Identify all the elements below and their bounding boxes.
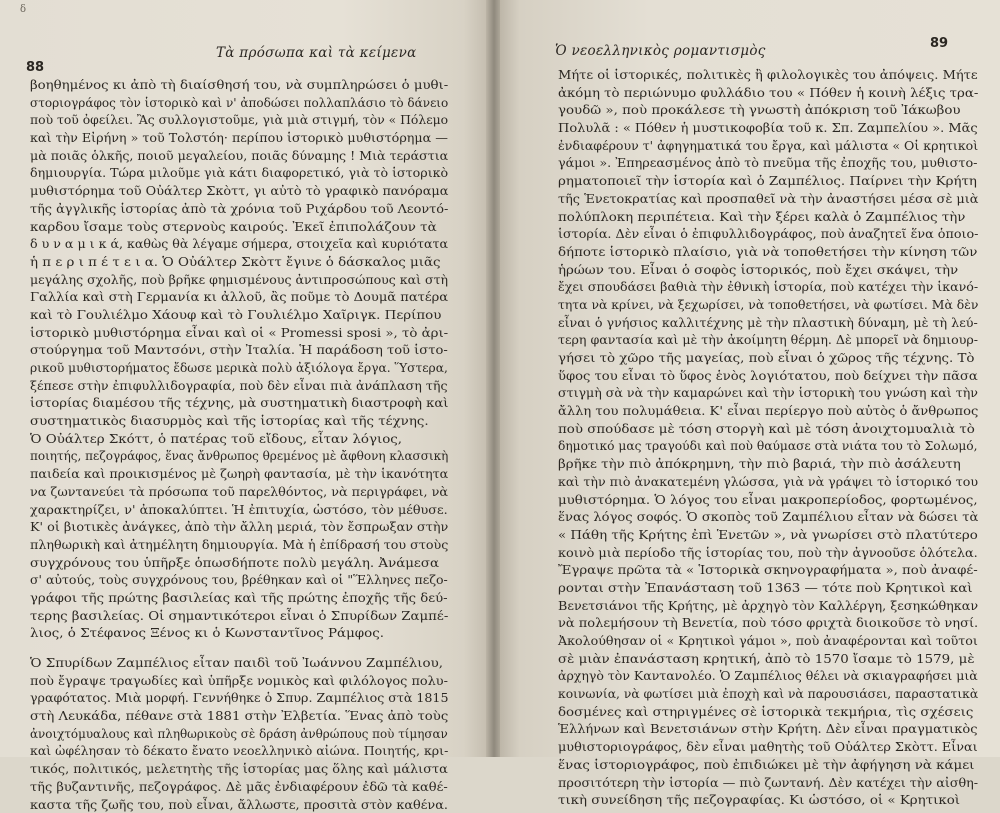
text-line: μεγάλης σχολῆς, ποὺ βρῆκε φημισμένους ἀντιπροσώπους καὶ στὴ <box>30 271 470 289</box>
text-line: ἐνδιαφέρουν τ' ἀφηγηματικά του ἔργα, καὶ μάλιστα « Οἱ κρητικοὶ <box>558 137 989 155</box>
text-line: τῆς βυζαντινῆς, πεζογράφος. Δὲ μᾶς ἐνδιαφέρουν ἐδῶ τὰ καθέ- <box>30 778 485 796</box>
text-line: καὶ τὴν Εἰρήνη » τοῦ Τολστόη· περίπου ἱστορικὸ μυθιστόρημα — <box>30 129 475 147</box>
text-line: ἄλλη του πολυμάθεια. Κ' εἶναι περίεργο ποὺ αὐτὸς ὁ ἄνθρωπος <box>558 402 1000 420</box>
text-line: νὰ πολεμήσουν τὴ Βενετία, ποὺ τόσο φριχτὰ διοικοῦσε τὸ νησί. <box>558 614 1000 632</box>
text-line: τῆς ἀγγλικῆς ἱστορίας ἀπὸ τὰ χρόνια τοῦ Ριχάρδου τοῦ Λεοντό- <box>30 200 481 218</box>
marginal-mark: δ <box>20 4 26 15</box>
text-line: συγχρόνους του ὑπῆρξε ὁπωσδήποτε πολὺ μεγάλη. Ἀνάμεσα <box>30 554 500 572</box>
text-line: εἶναι ὁ γνήσιος καλλιτέχνης μὲ τὴν πλαστικὴ δύναμη, μὲ τὴ λεύ- <box>558 314 994 332</box>
text-line: βρῆκε τὴν πιὸ ἀπόκρημνη, τὴν πιὸ βαριά, τὴν πιὸ ἀσάλευτη <box>558 455 1000 473</box>
right-page <box>500 0 1000 757</box>
text-line: να ζωντανεύει τὰ πρόσωπα τοῦ παρελθόντος, νὰ περιγράφει, νὰ <box>30 483 478 501</box>
text-line: Γαλλία καὶ στὴ Γερμανία κι ἀλλοῦ, ἂς ποῦμε τὸ Δουμᾶ πατέρα <box>30 288 488 306</box>
text-line: ἱστορικὸ μυθιστόρημα εἶναι καὶ οἱ « Promessi sposi », τὸ ἀρι- <box>30 324 497 342</box>
text-line: δήποτε ἱστορικὸ πλαίσιο, γιὰ νὰ τοποθετήσει τὴν κίνηση τῶν <box>558 243 1000 261</box>
text-line: δ υ ν α μ ι κ ά, καθὼς θὰ λέγαμε σήμερα, στοιχεῖα καὶ κυριότατα <box>30 235 472 253</box>
text-line: δημιουργία. Τώρα μιλοῦμε γιὰ κάτι διαφορετικό, γιὰ τὸ ἱστορικὸ <box>30 164 473 182</box>
text-line: ποιητής, πεζογράφος, ἕνας ἄνθρωπος θρεμένος μὲ ἄφθονη κλασσικὴ <box>30 447 451 465</box>
text-line: ἕνας ἱστοριογράφος, ποὺ ἐπιδιώκει μὲ τὴν ἀφήγηση νὰ κάμει <box>558 756 1000 774</box>
text-line: ποὺ ἔγραψε τραγωδίες καὶ ὑπῆρξε νομικὸς καὶ φιλόλογος πολυ- <box>30 672 481 690</box>
page-text-column <box>30 76 465 813</box>
text-line: τῆς Ἑνετοκρατίας καὶ προσπαθεῖ νὰ τὴν ἀναστήσει μέσα σὲ μιὰ <box>558 190 999 208</box>
text-line: παιδεία καὶ προικισμένος μὲ ζωηρὴ φαντασία, μὲ τὴν ἱκανότητα <box>30 465 476 483</box>
text-line: Πολυλᾶ : « Πόθεν ἡ μυστικοφοβία τοῦ κ. Σπ. Ζαμπελίου ». Μᾶς <box>558 119 1000 137</box>
text-line: ρονται στὴν Ἐπανάσταση τοῦ 1363 — τότε ποὺ Κρητικοὶ καὶ <box>558 579 1000 597</box>
text-line: τητα νὰ κρίνει, νὰ ξεχωρίσει, νὰ τοποθετήσει, νὰ φωτίσει. Μὰ δὲν <box>558 296 984 314</box>
text-line: μὰ ποιᾶς ὁλκῆς, ποιοῦ μεγαλείου, ποιᾶς δύναμης ! Μιὰ τεράστια <box>30 147 473 165</box>
text-line: « Πάθη τῆς Κρήτης ἐπὶ Ἑνετῶν », νὰ γνωρίσει στὸ πλατύτερο <box>558 526 1000 544</box>
text-line: ρικοῦ μυθιστορήματος ἔδωσε μερικὰ πολὺ ἀξιόλογα ἔργα. Ὕστερα, <box>30 359 458 377</box>
page-number: 89 <box>930 36 948 51</box>
text-line: ἀνοιχτόμυαλους καὶ πληθωρικοὺς σὲ δράση ἀνθρώπους ποὺ τίμησαν <box>30 725 448 743</box>
text-line: τερη φαντασία καὶ μὲ τὴν ἀκοίμητη θέρμη. Δὲ μπορεῖ νὰ δημιουρ- <box>558 331 991 349</box>
running-head: Ὁ νεοελληνικὸς ρομαντισμὸς <box>555 43 766 59</box>
text-line: ξέπεσε στὴν ἐπιφυλλιδογραφία, ποὺ δὲν εἶναι πιὰ ἀνάπλαση τῆς <box>30 377 474 395</box>
text-line: μυθιστόρημα τοῦ Οὐάλτερ Σκὸττ, γι αὐτὸ τὸ γραφικὸ πανόραμα <box>30 182 481 200</box>
text-line: ἱστορία. Δὲν εἶναι ὁ ἐπιφυλλιδογράφος, ποὺ ἀναζητεῖ ἕνα ὁποιο- <box>558 225 995 243</box>
text-line: πληθωρικὴ καὶ ἀτημέλητη δημιουργία. Μὰ ἡ ἐπίδρασή του στοὺς <box>30 536 475 554</box>
text-line: μυθιστόρημα. Ὁ λόγος του εἶναι μακροπερίοδος, φορτωμένος, <box>558 491 1000 509</box>
text-line: χαρακτηρίζει, ν' ἀποκαλύπτει. Ἡ ἐπιτυχία, ὡστόσο, τὸν μέθυσε. <box>30 501 478 519</box>
text-line: Μήτε οἱ ἱστορικές, πολιτικὲς ἢ φιλολογικὲς του ἀπόψεις. Μήτε <box>558 66 1000 84</box>
text-line: στούργημα τοῦ Μαντσόνι, στὴν Ἰταλία. Ἡ παράδοση τοῦ ἱστο- <box>30 341 489 359</box>
text-line: προσιτότερη τὴν ἱστορία — πιὸ ζωντανή. Δὲν κατέχει τὴν αἰσθη- <box>558 774 995 792</box>
text-line: στὴ Λευκάδα, πέθανε στὰ 1881 στὴν Ἐλβετία. Ἕνας ἀπὸ τοὺς <box>30 707 495 725</box>
text-line: καὶ ὠφέλησαν τὸ δέκατο ἔνατο νεοελληνικὸ αἰώνα. Ποιητής, κρι- <box>30 742 469 760</box>
running-head: Τὰ πρόσωπα καὶ τὰ κείμενα <box>216 45 417 61</box>
text-line: Ἔγραψε πρῶτα τὰ « Ἱστορικὰ σκηνογραφήματα », ποὺ ἀναφέ- <box>558 561 1000 579</box>
text-line: καὶ τὸ Γουλιέλμο Χάουφ καὶ τὸ Γουλιέλμο Χαῖριγκ. Περίπου <box>30 306 500 324</box>
text-line: καστα τῆς ζωῆς του, ποὺ εἶναι, ἄλλωστε, προσιτὰ στὸν καθένα. <box>30 796 480 813</box>
text-line: καρδου ἴσαμε τοὺς στερνοὺς καιρούς. Ἐκεῖ ἐπιπολάζουν τὰ <box>30 218 500 236</box>
text-line: στιγμὴ σὰ νὰ τὴν καμαρώνει καὶ τὴν ἱστορικὴ του γνώση καὶ τὴν <box>558 384 991 402</box>
page-text-column <box>558 66 984 809</box>
text-line: βοηθημένος κι ἀπὸ τὴ διαίσθησή του, νὰ συμπληρώσει ὁ μυθι- <box>30 76 496 94</box>
text-line: μυθιστοριογράφος, δὲν εἶναι μαθητὴς τοῦ Οὐάλτερ Σκὸττ. Εἶναι <box>558 738 997 756</box>
text-line: τικός, πολιτικός, μελετητὴς τῆς ἱστορίας μας ὅλης καὶ μάλιστα <box>30 760 481 778</box>
text-line: στοριογράφος τὸν ἱστορικὸ καὶ ν' ἀποδώσει πολλαπλάσιο τὸ δάνειο <box>30 94 452 112</box>
text-line: γήσει τὸ χῶρο τῆς μαγείας, ποὺ εἶναι ὁ χῶρος τῆς τέχνης. Τὸ <box>558 349 1000 367</box>
left-page <box>0 0 488 757</box>
text-line: δοσμένες καὶ στηριγμένες σὲ ἱστορικὰ τεκμήρια, τὶς σχέσεις <box>558 703 1000 721</box>
text-line: ρηματοποιεῖ τὴν ἱστορία καὶ ὁ Ζαμπέλιος. Παίρνει τὴν Κρήτη <box>558 172 1000 190</box>
text-line: γράφοι τῆς πρώτης βασιλείας καὶ τῆς πρώτης ἐποχῆς τῆς δεύ- <box>30 589 495 607</box>
page-number: 88 <box>26 60 44 75</box>
text-line: γουδῶ », ποὺ προκάλεσε τὴ γνωστὴ ἀπόκριση τοῦ Ἰάκωβου <box>558 101 1000 119</box>
text-line: ὕφος του εἶναι τὸ ὕφος ἑνὸς λογιότατου, ποὺ δείχνει τὴν πᾶσα <box>558 367 1000 385</box>
text-line: κοινὸ μιὰ περίοδο τῆς ἱστορίας του, ποὺ τὴν ἀγνοοῦσε ὁλότελα. <box>558 544 999 562</box>
text-line: ἡ π ε ρ ι π έ τ ε ι α. Ὁ Οὐάλτερ Σκὸττ ἔγινε ὁ δάσκαλος μιᾶς <box>30 253 500 271</box>
text-line: ποὺ σπούδασε μὲ τόση στοργὴ καὶ μὲ τόση ἀνοιχτομυαλιὰ τὸ <box>558 420 1000 438</box>
text-line: σὲ μιὰν ἐπανάσταση κρητική, ἀπὸ τὸ 1570 ἴσαμε τὸ 1579, μὲ <box>558 650 1000 668</box>
text-line: ἀκόμη τὸ περιώνυμο φυλλάδιο του « Πόθεν ἡ κοινὴ λέξις τρα- <box>558 84 1000 102</box>
text-line: Βενετσιάνοι τῆς Κρήτης, μὲ ἀρχηγὸ τὸν Καλλέργη, ξεσηκώθηκαν <box>558 597 995 615</box>
text-line: ἡρώων του. Εἶναι ὁ σοφὸς ἱστορικός, ποὺ ἔχει σκάψει, τὴν <box>558 261 1000 279</box>
text-line: καὶ τὴν πιὸ ἀνακατεμένη γλώσσα, γιὰ νὰ γράψει τὸ ἱστορικό του <box>558 473 992 491</box>
text-line: σ' αὐτούς, τοὺς συγχρόνους του, βρέθηκαν καὶ οἱ "Ἕλληνες πεζο- <box>30 571 469 589</box>
text-line: ἱστορίας διαμέσου τῆς τέχνης, μὰ συστηματικὴ διαστροφὴ καὶ <box>30 394 490 412</box>
text-line: Ἀκολούθησαν οἱ « Κρητικοὶ γάμοι », ποὺ ἀναφέρονται καὶ τοῦτοι <box>558 632 992 650</box>
text-line: ἀρχηγὸ τὸν Καντανολέο. Ὁ Ζαμπέλιος θέλει νὰ σκιαγραφήσει μιὰ <box>558 667 988 685</box>
text-line: ἕνας λόγος σοφός. Ὁ σκοπὸς τοῦ Ζαμπέλιου εἶταν νὰ δώσει τὰ <box>558 508 1000 526</box>
text-line: γραφότατος. Μιὰ μορφή. Γεννήθηκε ὁ Σπυρ. Ζαμπέλιος στὰ 1815 <box>30 689 472 707</box>
text-line: γάμοι ». Ἐπηρεασμένος ἀπὸ τὸ πνεῦμα τῆς ἐποχῆς του, μυθιστο- <box>558 154 997 172</box>
text-line: πολύπλοκη περιπέτεια. Καὶ τὴν ξέρει καλὰ ὁ Ζαμπέλιος τὴν <box>558 208 1000 226</box>
text-line: λιος, ὁ Στέφανος Ξένος κι ὁ Κωνσταντῖνος Ράμφος. <box>30 624 500 642</box>
text-line: δημοτικό μας τραγούδι καὶ ποὺ θαύμασε στὰ νιάτα του τὸ Σολωμό, <box>558 437 978 455</box>
text-line: Ὁ Σπυρίδων Ζαμπέλιος εἶταν παιδὶ τοῦ Ἰωάννου Ζαμπέλιου, <box>30 654 500 672</box>
text-line: τερης βασιλείας. Οἱ σημαντικότεροι εἶναι ὁ Σπυρίδων Ζαμπέ- <box>30 607 497 625</box>
text-line: Ὁ Οὐάλτερ Σκόττ, ὁ πατέρας τοῦ εἴδους, εἶταν λόγιος, <box>30 430 500 448</box>
text-line: Κ' οἱ βιοτικὲς ἀνάγκες, ἀπὸ τὴν ἄλλη μεριά, τὸν ἔσπρωξαν στὴν <box>30 518 479 536</box>
text-line: συστηματικὸς διασυρμὸς καὶ τῆς ἱστορίας καὶ τῆς τέχνης. <box>30 412 500 430</box>
text-line: τικὴ συνείδηση τῆς πεζογραφίας. Κι ὡστόσο, οἱ « Κρητικοὶ <box>558 791 1000 809</box>
text-line: κοινωνία, νὰ φωτίσει μιὰ ἐποχὴ καὶ νὰ παρουσιάσει, παραστατικὰ <box>558 685 980 703</box>
text-line: ἔχει σπουδάσει βαθιὰ τὴν ἐθνικὴ ἱστορία, ποὺ κατέχει τὴν ἱκανό- <box>558 278 991 296</box>
text-line: Ἑλλήνων καὶ Βενετσιάνων στὴν Κρήτη. Δὲν εἶναι πραγματικὸς <box>558 720 1000 738</box>
text-line: ποὺ τοῦ ὀφείλει. Ἂς συλλογιστοῦμε, γιὰ μιὰ στιγμή, τὸν « Πόλεμο <box>30 111 464 129</box>
